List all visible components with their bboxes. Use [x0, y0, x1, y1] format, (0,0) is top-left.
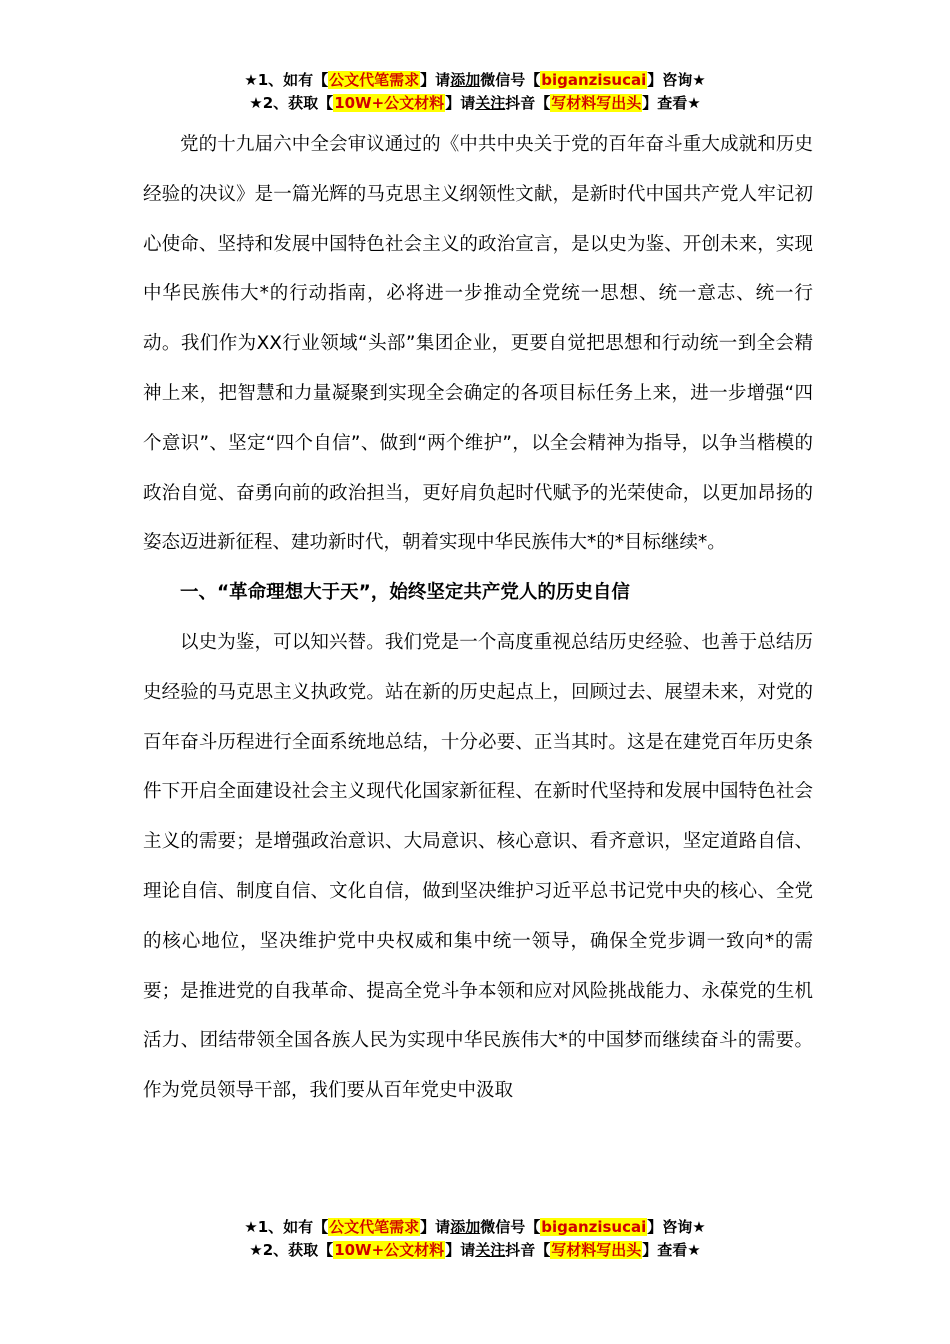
highlight-service: 公文代笔需求: [329, 71, 420, 89]
banner-text: 微信号【: [480, 71, 541, 89]
banner-text: 】查看★: [642, 1241, 701, 1259]
header-banner: [0, 69, 950, 115]
banner-text: 】请: [445, 94, 476, 112]
banner-text: 抖音【: [505, 94, 551, 112]
highlight-materials: 10W+公文材料: [334, 1241, 445, 1259]
underlined-text: 关注: [475, 94, 506, 112]
banner-line-2: [0, 1239, 950, 1262]
banner-text: 】咨询★: [647, 1218, 706, 1236]
highlight-wechat-id: biganzisucai: [541, 1218, 647, 1236]
footer-banner: [0, 1216, 950, 1262]
banner-text: 】请: [445, 1241, 476, 1259]
banner-text: ★1、如有【: [244, 71, 329, 89]
banner-text: ★1、如有【: [244, 1218, 329, 1236]
underlined-text: 添加: [450, 1218, 481, 1236]
banner-line-1: [0, 69, 950, 92]
banner-line-2: [0, 92, 950, 115]
banner-text: 抖音【: [505, 1241, 551, 1259]
banner-text: 】咨询★: [647, 71, 706, 89]
highlight-service: 公文代笔需求: [329, 1218, 420, 1236]
highlight-douyin-account: 写材料写出头: [551, 1241, 642, 1259]
banner-text: 】请: [420, 71, 451, 89]
banner-text: 微信号【: [480, 1218, 541, 1236]
highlight-douyin-account: 写材料写出头: [551, 94, 642, 112]
paragraph: 以史为鉴，可以知兴替。我们党是一个高度重视总结历史经验、也善于总结历史经验的马克思主义执政党。站在新的历史起点上，回顾过去、展望未来，对党的百年奋斗历程进行全面系统地总结，十分必要、正当其时。这是在建党百年历史条件下开启全面建设社会主义现代化国家新征程、在新时代坚持和发展中国特色社会主义的需要；是增强政治意识、大局意识、核心意识、看齐意识，坚定道路自信、理论自信、制度自信、文化自信，做到坚决维护习近平总书记党中央的核心、全党的核心地位，坚决维护党中央权威和集中统一领导，确保全党步调一致向*的需要；是推进党的自我革命、提高全党斗争本领和应对风险挑战能力、永葆党的生机活力、团结带领全国各族人民为实现中华民族伟大*的中国梦而继续奋斗的需要。作为党员领导干部，我们要从百年党史中汲取: [143, 631, 813, 1102]
banner-text: ★2、获取【: [249, 1241, 334, 1259]
banner-line-1: [0, 1216, 950, 1239]
banner-text: ★2、获取【: [249, 94, 334, 112]
underlined-text: 关注: [475, 1241, 506, 1259]
banner-text: 】请: [420, 1218, 451, 1236]
banner-text: 】查看★: [642, 94, 701, 112]
underlined-text: 添加: [450, 71, 481, 89]
section-heading: 一、“革命理想大于天”，始终坚定共产党人的历史自信: [180, 582, 630, 604]
paragraph: 党的十九届六中全会审议通过的《中共中央关于党的百年奋斗重大成就和历史经验的决议》是一篇光辉的马克思主义纲领性文献，是新时代中国共产党人牢记初心使命、坚持和发展中国特色社会主义的政治宣言，是以史为鉴、开创未来，实现中华民族伟大*的行动指南，必将进一步推动全党统一思想、统一意志、统一行动。我们作为XX行业领域“头部”集团企业，更要自觉把思想和行动统一到全会精神上来，把智慧和力量凝聚到实现全会确定的各项目标任务上来，进一步增强“四个意识”、坚定“四个自信”、做到“两个维护”，以全会精神为指导，以争当楷模的政治自觉、奋勇向前的政治担当，更好肩负起时代赋予的光荣使命，以更加昂扬的姿态迈进新征程、建功新时代，朝着实现中华民族伟大*的*目标继续*。: [143, 134, 813, 554]
highlight-wechat-id: biganzisucai: [541, 71, 647, 89]
document-body: [143, 120, 813, 1116]
highlight-materials: 10W+公文材料: [334, 94, 445, 112]
